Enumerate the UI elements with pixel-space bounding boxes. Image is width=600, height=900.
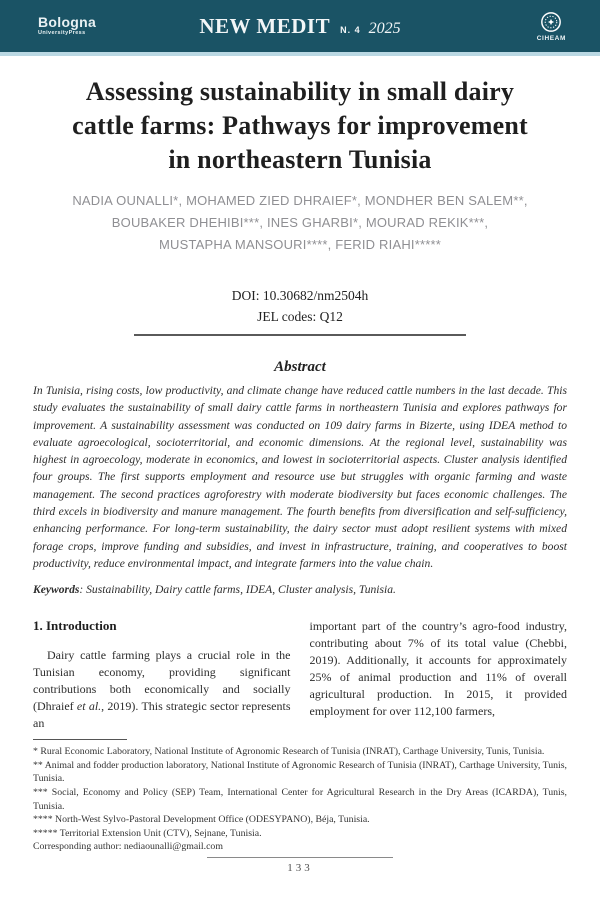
introduction-paragraph-left: [33, 647, 291, 732]
journal-year: 2025: [368, 20, 401, 37]
front-matter-divider: [134, 334, 466, 336]
journal-header: [0, 0, 600, 52]
bologna-logo: [38, 15, 96, 37]
keywords-list: : Sustainability, Dairy cattle farms, IDEA, Cluster analysis, Tunisia.: [79, 583, 396, 597]
footnote-affiliation-1: * Rural Economic Laboratory, National Institute of Agronomic Research of Tunisia (INRAT), Carthage University, Tunis, Tunisia.: [33, 746, 545, 758]
author-list: [33, 190, 567, 256]
ciheam-emblem-icon: [540, 11, 562, 33]
article-title-line: cattle farms: Pathways for improvement: [72, 111, 528, 140]
two-column-body: [33, 618, 567, 732]
footnote-affiliation-5: ***** Territorial Extension Unit (CTV), Sejnane, Tunisia.: [33, 827, 262, 839]
publisher-subtitle: UniversityPress: [38, 30, 86, 37]
header-accent-strip: [0, 52, 600, 56]
keywords-label: Keywords: [33, 583, 80, 597]
footnote-divider: [33, 739, 127, 740]
journal-name: NEW MEDIT: [199, 14, 331, 38]
introduction-paragraph-right: important part of the country’s agro-food industry, contributing about 7% of its total value (Chebbi, 2019). Additionally, it accounts for approximately 25% of animal production and 11% of overall agricultural production. In 2015, it provided employment for over 112,100 farmers,: [309, 619, 567, 719]
author-line: MUSTAPHA MANSOURI****, FERID RIAHI*****: [158, 237, 442, 252]
author-line: NADIA OUNALLI*, MOHAMED ZIED DHRAIEF*, MONDHER BEN SALEM**,: [72, 193, 528, 208]
footnote-affiliation-4: **** North-West Sylvo-Pastoral Development Office (ODESYPANO), Béja, Tunisia.: [33, 814, 370, 826]
abstract-heading: Abstract: [274, 359, 326, 375]
section-heading-introduction: 1. Introduction: [33, 618, 117, 634]
article-title: [33, 75, 567, 177]
page-number: 133: [287, 862, 313, 874]
ciheam-label: CIHEAM: [536, 34, 566, 42]
corresponding-author-line[interactable]: Corresponding author: nediaounalli@gmail.com: [33, 841, 223, 853]
abstract-text: In Tunisia, rising costs, low productivity, and climate change have reduced cattle numbers in the last decade. This study evaluates the sustainability of small dairy cattle farms in northeastern Tunisia and explores pathways for improvement. A sustainability assessment was conducted on 109 dairy farms in Bizerte, using IDEA method to evaluate agroecological, socioterritorial, and economic dimensions. At the regional level, sustainability was highest in agroecology, moderate in economics, and lowest in socioterritorial aspects. Cluster analysis identified four groups. The first supports employment and resource use but struggles with organic farming and waste management. The second practices agroforestry with moderate biodiversity but faces economic challenges. The third excels in biodiversity and manure management. The fourth benefits from diversification and self-sufficiency, enhancing performance. For long-term sustainability, the dairy sector must adopt resilient systems with mixed forage crops, improve funding and subsidies, and invest in infrastructure, training, and cooperatives to boost productivity, reduce environmental impact, and integrate farmers into the value chain.: [33, 384, 567, 570]
article-front-matter: [0, 75, 600, 732]
left-column: [33, 618, 291, 732]
footnotes: [0, 745, 600, 854]
jel-codes: JEL codes: Q12: [257, 309, 343, 324]
doi-block: [33, 285, 567, 327]
right-column: [310, 618, 568, 732]
author-line: BOUBAKER DHEHIBI***, INES GHARBI*, MOURAD REKIK***,: [111, 215, 489, 230]
intro-left-etal: et al.: [76, 699, 102, 714]
keywords-line: [33, 583, 567, 596]
footnote-affiliation-3: *** Social, Economy and Policy (SEP) Team, International Center for Agricultural Research in the Dry Areas (ICARDA), Tunis, Tunisia.: [33, 787, 567, 812]
article-title-line: in northeastern Tunisia: [168, 145, 432, 174]
page-footer: [0, 857, 600, 874]
doi-value: DOI: 10.30682/nm2504h: [231, 288, 369, 303]
intro-left-text: Dairy cattle farming plays a crucial role in the Tunisian economy, providing significant contributions both economically and socially (Dhraief: [33, 648, 291, 714]
footer-divider: [207, 857, 393, 858]
intro-left-text: , 2019). This strategic sector represents an: [33, 699, 291, 731]
footnote-affiliation-2: ** Animal and fodder production laboratory, National Institute of Agronomic Research of Tunisia (INRAT), Carthage University, Tunis, Tunisia.: [33, 759, 567, 785]
publisher-name: Bologna: [38, 14, 97, 31]
ciheam-logo: [537, 11, 566, 42]
abstract-section: [33, 359, 567, 596]
journal-issue-number: N. 4: [340, 25, 361, 35]
article-title-line: Assessing sustainability in small dairy: [85, 77, 515, 106]
